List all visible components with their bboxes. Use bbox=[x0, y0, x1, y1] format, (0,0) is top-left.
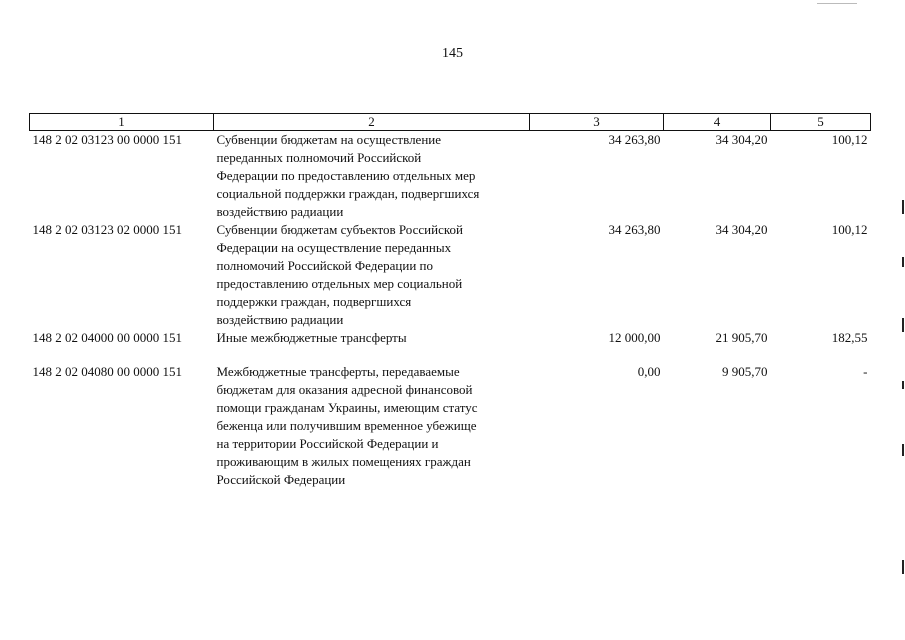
header-col-1: 1 bbox=[30, 114, 214, 131]
row-name-line: воздействию радиации bbox=[216, 312, 344, 327]
row-name-line: Федерации по предоставлению отдельных мер bbox=[216, 168, 476, 183]
row-name bbox=[214, 221, 530, 329]
scan-edge-mark bbox=[902, 318, 904, 332]
row-name bbox=[214, 329, 530, 347]
scan-edge-mark bbox=[902, 444, 904, 456]
row-code: 148 2 02 03123 00 0000 151 bbox=[32, 132, 182, 147]
row-name-line: социальной поддержки граждан, подвергшихся bbox=[216, 186, 480, 201]
row-name-line: переданных полномочий Российской bbox=[216, 150, 422, 165]
row-spacer bbox=[30, 347, 871, 363]
row-name-line: Субвенции бюджетам на осуществление bbox=[216, 132, 442, 147]
row-value-col3: 0,00 bbox=[637, 364, 661, 379]
row-name-line: предоставлению отдельных мер социальной bbox=[216, 276, 463, 291]
row-value-col4: 9 905,70 bbox=[722, 364, 768, 379]
row-name-line: поддержки граждан, подвергшихся bbox=[216, 294, 412, 309]
table-row bbox=[30, 329, 871, 347]
table-header bbox=[30, 114, 871, 131]
budget-table bbox=[29, 113, 871, 489]
row-name-line: бюджетам для оказания адресной финансовой bbox=[216, 382, 473, 397]
header-col-3: 3 bbox=[530, 114, 664, 131]
row-name-line: Субвенции бюджетам субъектов Российской bbox=[216, 222, 463, 237]
row-name-line: Иные межбюджетные трансферты bbox=[216, 330, 407, 345]
scan-artifact bbox=[817, 3, 857, 4]
header-col-5: 5 bbox=[771, 114, 871, 131]
scan-edge-mark bbox=[902, 560, 904, 574]
scan-edge-mark bbox=[902, 257, 904, 267]
row-value-col3: 34 263,80 bbox=[608, 222, 661, 237]
scan-edge-mark bbox=[902, 381, 904, 389]
row-value-col5: 100,12 bbox=[831, 222, 868, 237]
row-name-line: Российской Федерации bbox=[216, 472, 346, 487]
row-code: 148 2 02 04080 00 0000 151 bbox=[32, 364, 182, 379]
row-value-col4: 21 905,70 bbox=[715, 330, 768, 345]
header-col-2: 2 bbox=[214, 114, 530, 131]
row-name-line: проживающим в жилых помещениях граждан bbox=[216, 454, 471, 469]
row-code: 148 2 02 03123 02 0000 151 bbox=[32, 222, 182, 237]
row-name-line: полномочий Российской Федерации по bbox=[216, 258, 433, 273]
row-value-col3: 34 263,80 bbox=[608, 132, 661, 147]
row-code: 148 2 02 04000 00 0000 151 bbox=[32, 330, 182, 345]
table-row bbox=[30, 221, 871, 329]
row-value-col3: 12 000,00 bbox=[608, 330, 661, 345]
row-name bbox=[214, 131, 530, 222]
scan-edge-mark bbox=[902, 200, 904, 214]
page-number: 145 bbox=[442, 46, 463, 61]
row-value-col5: - bbox=[863, 364, 868, 379]
table-row bbox=[30, 363, 871, 489]
row-name-line: беженца или получившим временное убежище bbox=[216, 418, 477, 433]
row-name-line: на территории Российской Федерации и bbox=[216, 436, 439, 451]
row-name-line: Федерации на осуществление переданных bbox=[216, 240, 452, 255]
table-row bbox=[30, 131, 871, 222]
row-name-line: помощи гражданам Украины, имеющим статус bbox=[216, 400, 478, 415]
header-col-4: 4 bbox=[664, 114, 771, 131]
row-value-col4: 34 304,20 bbox=[715, 222, 768, 237]
row-name bbox=[214, 363, 530, 489]
row-value-col5: 182,55 bbox=[831, 330, 868, 345]
row-name-line: Межбюджетные трансферты, передаваемые bbox=[216, 364, 460, 379]
row-value-col4: 34 304,20 bbox=[715, 132, 768, 147]
row-value-col5: 100,12 bbox=[831, 132, 868, 147]
row-name-line: воздействию радиации bbox=[216, 204, 344, 219]
